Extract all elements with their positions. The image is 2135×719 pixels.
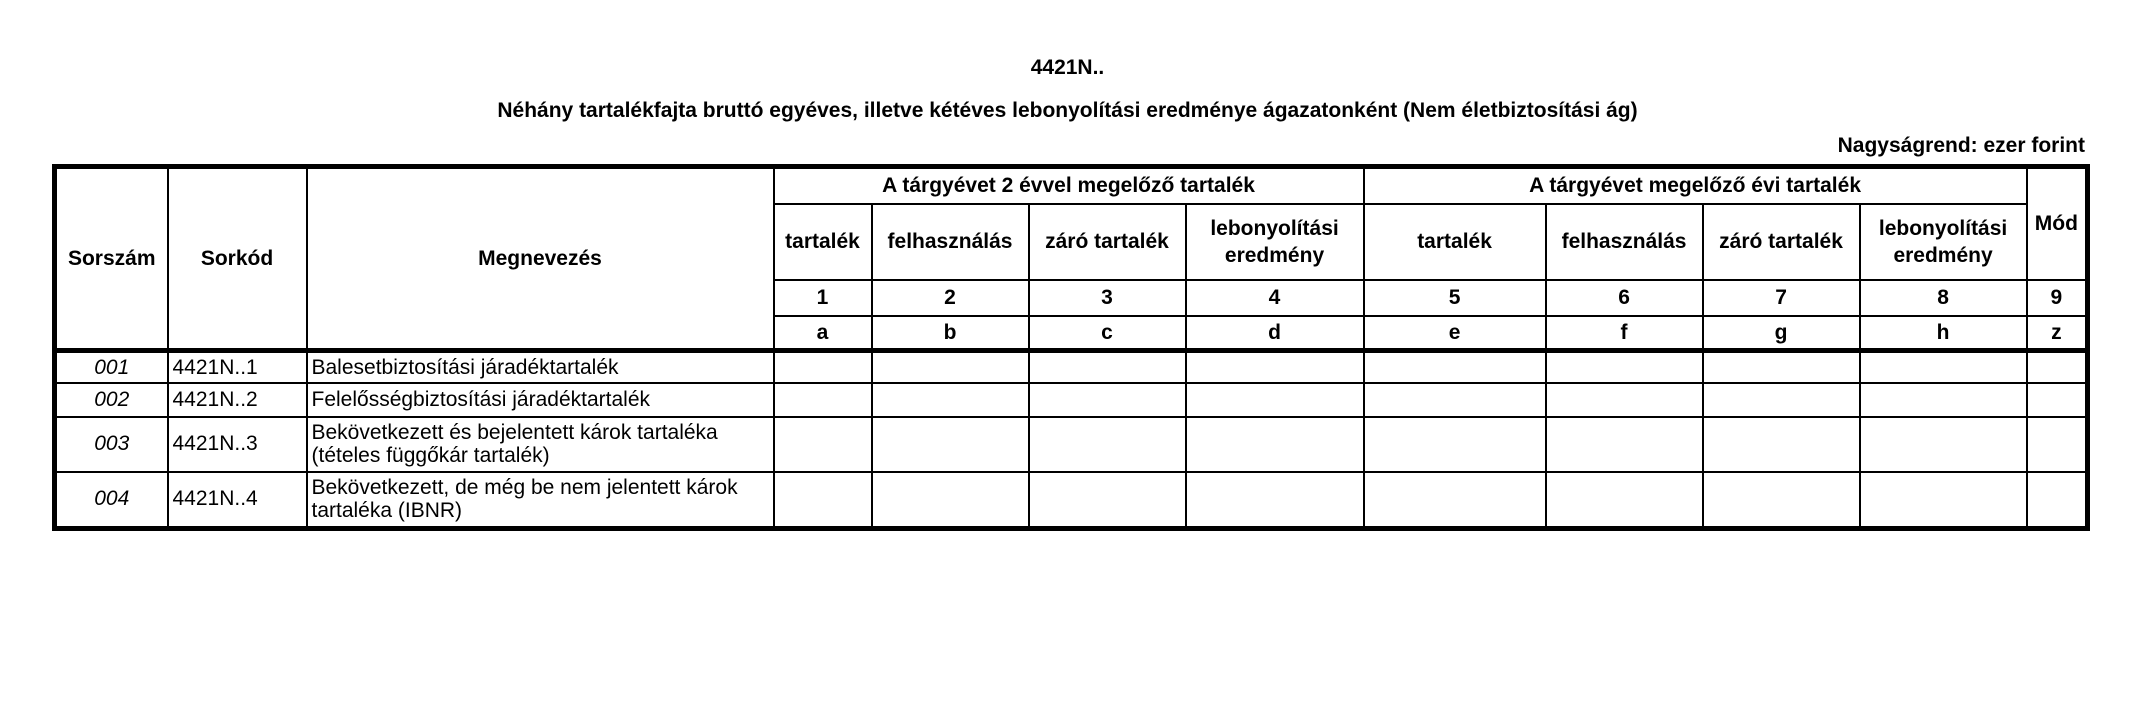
col-number-2: 2 <box>872 280 1029 315</box>
data-cell[interactable] <box>1703 472 1860 529</box>
col-letter-f: f <box>1546 316 1703 351</box>
data-cell[interactable] <box>1860 417 2027 472</box>
header-col-2: felhasználás <box>872 204 1029 281</box>
data-cell[interactable] <box>1029 417 1186 472</box>
col-letter-c: c <box>1029 316 1186 351</box>
header-sorszam: Sorszám <box>55 167 168 351</box>
unit-label: Nagyságrend: ezer forint <box>1837 134 2085 157</box>
data-table <box>52 164 2090 531</box>
header-col-1: tartalék <box>774 204 872 281</box>
data-cell[interactable] <box>1703 383 1860 416</box>
data-cell[interactable] <box>1186 472 1364 529</box>
data-cell[interactable] <box>1860 472 2027 529</box>
data-cell[interactable] <box>1029 351 1186 383</box>
col-number-6: 6 <box>1546 280 1703 315</box>
header-col-8: lebonyolítási eredmény <box>1860 204 2027 281</box>
header-col-3: záró tartalék <box>1029 204 1186 281</box>
data-cell[interactable] <box>2027 417 2088 472</box>
col-letter-d: d <box>1186 316 1364 351</box>
data-cell[interactable] <box>872 417 1029 472</box>
row-megnevezes: Felelősségbiztosítási járadéktartalék <box>307 383 774 416</box>
row-sorkod: 4421N..2 <box>168 383 307 416</box>
table-row <box>55 351 2088 383</box>
data-cell[interactable] <box>2027 351 2088 383</box>
data-cell[interactable] <box>774 383 872 416</box>
data-cell[interactable] <box>2027 472 2088 529</box>
row-megnevezes: Balesetbiztosítási járadéktartalék <box>307 351 774 383</box>
header-group-prior-year: A tárgyévet megelőző évi tartalék <box>1364 167 2027 204</box>
data-cell[interactable] <box>1029 472 1186 529</box>
col-letter-b: b <box>872 316 1029 351</box>
data-cell[interactable] <box>1860 383 2027 416</box>
row-sorszam: 002 <box>55 383 168 416</box>
header-col-7: záró tartalék <box>1703 204 1860 281</box>
data-cell[interactable] <box>1186 417 1364 472</box>
data-cell[interactable] <box>1860 351 2027 383</box>
form-title: Néhány tartalékfajta bruttó egyéves, illetve kétéves lebonyolítási eredménye ágazatonként (Nem életbiztosítási ág) <box>497 99 1638 122</box>
data-cell[interactable] <box>872 472 1029 529</box>
col-number-5: 5 <box>1364 280 1546 315</box>
col-number-8: 8 <box>1860 280 2027 315</box>
col-letter-a: a <box>774 316 872 351</box>
data-cell[interactable] <box>774 351 872 383</box>
data-cell[interactable] <box>1546 351 1703 383</box>
table-row <box>55 383 2088 416</box>
row-sorszam: 001 <box>55 351 168 383</box>
header-col-5: tartalék <box>1364 204 1546 281</box>
header-sorkod: Sorkód <box>168 167 307 351</box>
row-sorkod: 4421N..1 <box>168 351 307 383</box>
data-cell[interactable] <box>774 417 872 472</box>
table-row <box>55 417 2088 472</box>
data-cell[interactable] <box>1546 472 1703 529</box>
data-cell[interactable] <box>1364 417 1546 472</box>
col-letter-g: g <box>1703 316 1860 351</box>
header-group-prior-2-years: A tárgyévet 2 évvel megelőző tartalék <box>774 167 1364 204</box>
row-megnevezes: Bekövetkezett, de még be nem jelentett károk tartaléka (IBNR) <box>307 472 774 529</box>
col-number-4: 4 <box>1186 280 1364 315</box>
row-sorkod: 4421N..3 <box>168 417 307 472</box>
form-code: 4421N.. <box>1030 56 1105 79</box>
data-cell[interactable] <box>1364 351 1546 383</box>
data-cell[interactable] <box>872 383 1029 416</box>
row-sorszam: 003 <box>55 417 168 472</box>
header-col-4: lebonyolítási eredmény <box>1186 204 1364 281</box>
header-mod: Mód <box>2027 167 2088 281</box>
data-cell[interactable] <box>1364 472 1546 529</box>
row-sorkod: 4421N..4 <box>168 472 307 529</box>
header-row-groups <box>55 167 2088 204</box>
table-row <box>55 472 2088 529</box>
header-megnevezes: Megnevezés <box>307 167 774 351</box>
data-cell[interactable] <box>1364 383 1546 416</box>
data-cell[interactable] <box>1186 383 1364 416</box>
data-cell[interactable] <box>1029 383 1186 416</box>
data-cell[interactable] <box>1703 417 1860 472</box>
row-sorszam: 004 <box>55 472 168 529</box>
data-cell[interactable] <box>2027 383 2088 416</box>
data-cell[interactable] <box>1546 417 1703 472</box>
col-number-3: 3 <box>1029 280 1186 315</box>
col-number-9: 9 <box>2027 280 2088 315</box>
col-letter-h: h <box>1860 316 2027 351</box>
col-letter-e: e <box>1364 316 1546 351</box>
row-megnevezes: Bekövetkezett és bejelentett károk tartaléka (tételes függőkár tartalék) <box>307 417 774 472</box>
data-cell[interactable] <box>1703 351 1860 383</box>
col-number-7: 7 <box>1703 280 1860 315</box>
col-number-1: 1 <box>774 280 872 315</box>
data-cell[interactable] <box>1546 383 1703 416</box>
data-cell[interactable] <box>872 351 1029 383</box>
header-col-6: felhasználás <box>1546 204 1703 281</box>
data-cell[interactable] <box>774 472 872 529</box>
data-cell[interactable] <box>1186 351 1364 383</box>
col-letter-z: z <box>2027 316 2088 351</box>
